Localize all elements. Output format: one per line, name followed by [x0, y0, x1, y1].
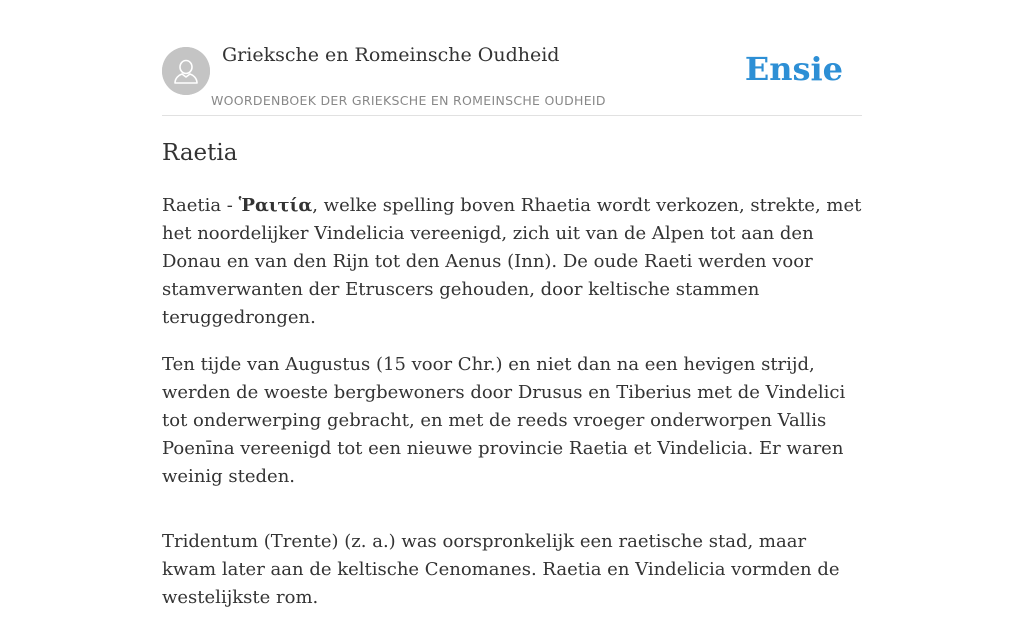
entry-paragraph-3: Tridentum (Trente) (z. a.) was oorspronkelijk een raetische stad, maar kwam later aan de keltische Cenomanes. Raetia en Vindelicia vormden de westelijkste rom. — [162, 531, 840, 608]
user-avatar-icon — [162, 47, 210, 95]
page — [162, 0, 862, 608]
entry-title: Raetia — [162, 140, 238, 166]
entry-paragraph-2: Ten tijde van Augustus (15 voor Chr.) en niet dan na een hevigen strijd, werden de woeste bergbewoners door Drusus en Tiberius met de Vindelici tot onderwerping gebracht, en met de reeds vroeger onderworpen Vallis Poenīna vereenigd tot een nieuwe provincie Raetia et Vindelicia. Er waren weinig steden. — [162, 354, 846, 487]
book-avatar[interactable] — [162, 47, 210, 95]
header-divider — [162, 115, 862, 116]
entry-paragraph-1-text: , welke spelling boven Rhaetia wordt verkozen, strekte, met het noordelijker Vindelicia vereenigd, zich uit van de Alpen tot aan den Donau en van den Rijn tot den Aenus (Inn). De oude Raeti werden voor stamverwanten der Etruscers gehouden, door keltische stammen teruggedrongen. — [162, 195, 862, 328]
book-title[interactable]: Grieksche en Romeinsche Oudheid — [222, 44, 560, 66]
entry-body — [162, 192, 862, 631]
greek-term: Ῥαιτία — [238, 195, 313, 216]
entry-lead: Raetia - — [162, 195, 239, 216]
entry-paragraph-1 — [162, 192, 862, 332]
ensie-logo[interactable]: Ensie — [744, 50, 843, 88]
book-subtitle: WOORDENBOEK DER GRIEKSCHE EN ROMEINSCHE OUDHEID — [211, 93, 606, 108]
